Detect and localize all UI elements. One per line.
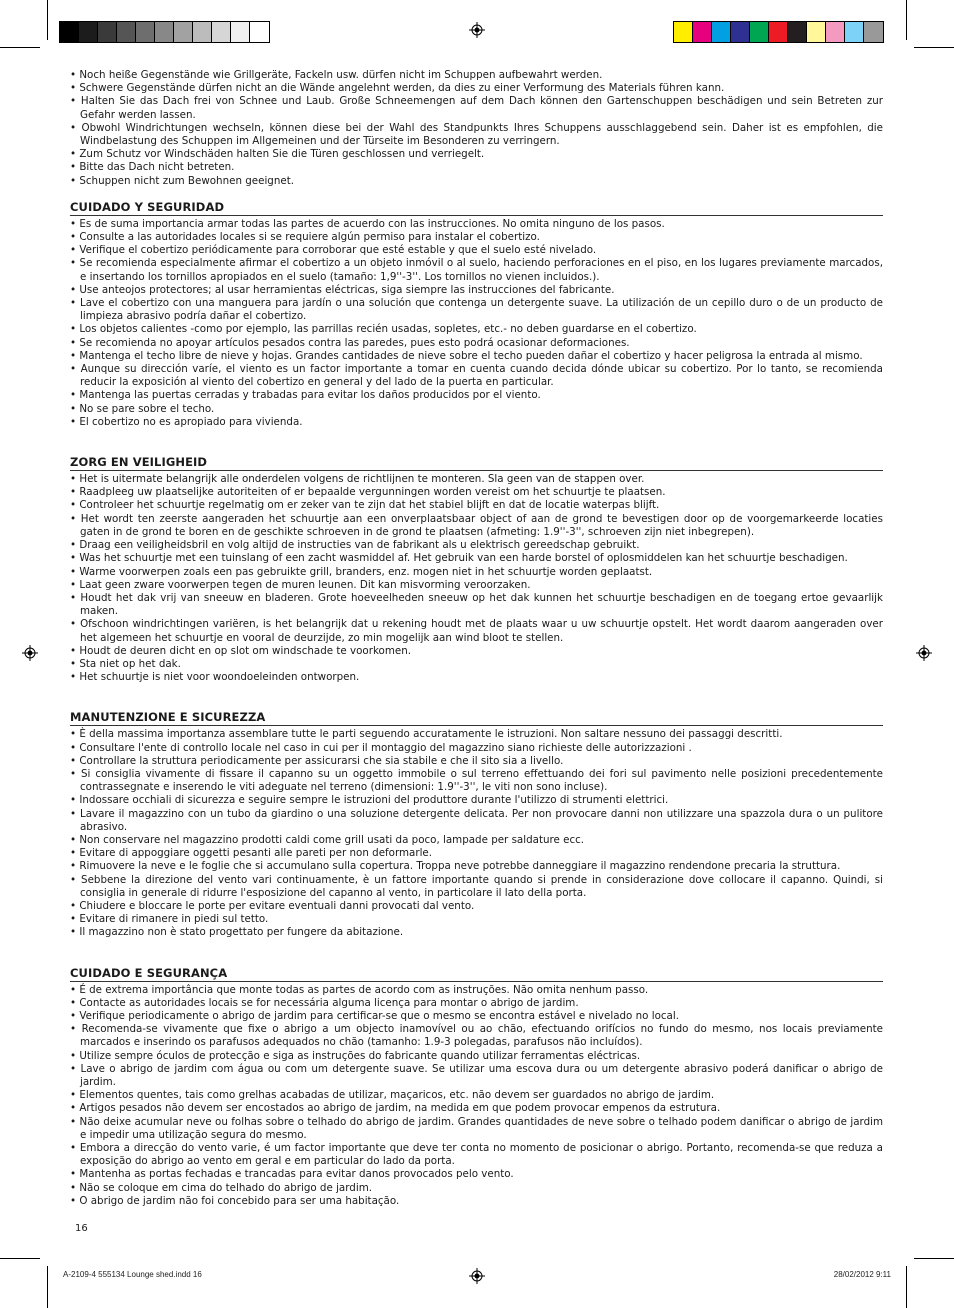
list-item: • Il magazzino non è stato progettato per fungere da abitazione. — [70, 926, 883, 939]
list-item: • Schwere Gegenstände dürfen nicht an die Wände angelehnt werden, da dies zu einer Verformung des Materials führen kann. — [70, 82, 883, 95]
list-item: • Zum Schutz vor Windschäden halten Sie die Türen geschlossen und verriegelt. — [70, 148, 883, 161]
crop-mark — [914, 47, 954, 48]
registration-mark-icon — [22, 645, 38, 661]
crop-mark — [906, 0, 907, 40]
list-item: • Het wordt ten zeerste aangeraden het schuurtje aan een onverplaatsbaar object of aan de grond te bevestigen door op de voorgemarkeerde locaties gaten in de grond te boren en de geschikte schroeven in de grond te plaatsen (afmeting: 1.9''-3'', schroeven zijn niet inbegrepen). — [70, 513, 883, 539]
section-list — [70, 218, 883, 429]
color-swatch — [136, 22, 155, 42]
list-item: • Evitare di appoggiare oggetti pesanti alle pareti per non deformarle. — [70, 847, 883, 860]
section-heading: MANUTENZIONE E SICUREZZA — [70, 710, 883, 726]
color-swatch — [117, 22, 136, 42]
section — [70, 200, 883, 429]
list-item: • Los objetos calientes -como por ejemplo, las parrillas recién usadas, sopletes, etc.- no deben guardarse en el cobertizo. — [70, 323, 883, 336]
crop-mark — [47, 1266, 48, 1308]
section — [70, 710, 883, 939]
list-item: • Mantenha as portas fechadas e trancadas para evitar danos provocados pelo vento. — [70, 1168, 883, 1181]
page-number: 16 — [75, 1223, 88, 1234]
crop-mark — [906, 1266, 907, 1308]
crop-mark — [47, 0, 48, 40]
list-item: • Verifique el cobertizo periódicamente para corroborar que esté estable y que el suelo esté nivelado. — [70, 244, 883, 257]
list-item: • Es de suma importancia armar todas las partes de acuerdo con las instrucciones. No omita ninguno de los pasos. — [70, 218, 883, 231]
color-swatch-bar — [673, 21, 884, 43]
color-swatch — [769, 22, 788, 42]
section-list — [70, 984, 883, 1208]
list-item: • O abrigo de jardim não foi concebido para ser uma habitação. — [70, 1195, 883, 1208]
section-heading: CUIDADO E SEGURANÇA — [70, 966, 883, 982]
color-swatch — [155, 22, 174, 42]
list-item: • Verifique periodicamente o abrigo de jardim para certificar-se que o mesmo se encontra estável e nivelado no local. — [70, 1010, 883, 1023]
intro-list — [70, 69, 883, 188]
list-item: • Controleer het schuurtje regelmatig om er zeker van te zijn dat het stabiel blijft en dat de locatie waterpas blijft. — [70, 499, 883, 512]
list-item: • Noch heiße Gegenstände wie Grillgeräte, Fackeln usw. dürfen nicht im Schuppen aufbewahrt werden. — [70, 69, 883, 82]
list-item: • Sebbene la direzione del vento vari continuamente, è un fattore importante quando si prende in considerazione dove collocare il capanno. Quindi, si consiglia in generale di ridurre l'esposizione del capanno al vento, in particolare il lato della porta. — [70, 874, 883, 900]
section-heading: CUIDADO Y SEGURIDAD — [70, 200, 883, 216]
list-item: • È della massima importanza assemblare tutte le parti seguendo accuratamente le istruzioni. Non saltare nessuno dei passaggi descritti. — [70, 728, 883, 741]
list-item: • Controllare la struttura periodicamente per assicurarsi che sia stabile e che il sito sia a livello. — [70, 755, 883, 768]
list-item: • Het is uitermate belangrijk alle onderdelen volgens de richtlijnen te monteren. Sla geen van de stappen over. — [70, 473, 883, 486]
color-swatch — [60, 22, 79, 42]
color-swatch — [79, 22, 98, 42]
list-item: • Lave el cobertizo con una manguera para jardín o una solución que contenga un detergente suave. La utilización de un cepillo duro o de un producto de limpieza abrasivo podría dañar el cobertizo. — [70, 297, 883, 323]
list-item: • Bitte das Dach nicht betreten. — [70, 161, 883, 174]
color-swatch — [788, 22, 807, 42]
list-item: • Consulte a las autoridades locales si se requiere algún permiso para instalar el cobertizo. — [70, 231, 883, 244]
list-item: • No se pare sobre el techo. — [70, 403, 883, 416]
color-swatch — [98, 22, 117, 42]
list-item: • Indossare occhiali di sicurezza e seguire sempre le istruzioni del produttore durante l'utilizzo di strumenti elettrici. — [70, 794, 883, 807]
crop-mark — [0, 1258, 40, 1259]
sections-container — [70, 188, 883, 1208]
list-item: • Evitare di rimanere in piedi sul tetto. — [70, 913, 883, 926]
color-swatch — [674, 22, 693, 42]
list-item: • Laat geen zware voorwerpen tegen de muren leunen. Dit kan misvorming veroorzaken. — [70, 579, 883, 592]
color-swatch — [212, 22, 231, 42]
list-item: • Obwohl Windrichtungen wechseln, können diese bei der Wahl des Standpunkts Ihres Schuppens ausschlaggebend sein. Daher ist es empfohlen, die Windbelastung des Schuppen im Allgemeinen und der Türseite im Besonderen zu verringern. — [70, 122, 883, 148]
list-item: • Het schuurtje is niet voor woondoeleinden ontworpen. — [70, 671, 883, 684]
section-heading: ZORG EN VEILIGHEID — [70, 455, 883, 471]
list-item: • Recomenda-se vivamente que fixe o abrigo a um objecto inamovível ou ao chão, efectuando orifícios no fundo do mesmo, nos locais previamente marcados e inserindo os parafusos adequados no chão (tamanho: 1.9-3 polegadas, parafusos não incluídos). — [70, 1023, 883, 1049]
date-slug: 28/02/2012 9:11 — [833, 1270, 891, 1279]
list-item: • Embora a direcção do vento varie, é um factor importante que deve ter conta no momento de posicionar o abrigo. Portanto, recomenda-se que reduza a exposição do abrigo ao vento em geral e em particular do lado da porta. — [70, 1142, 883, 1168]
section — [70, 455, 883, 684]
color-swatch — [193, 22, 212, 42]
document-body — [70, 69, 883, 1208]
list-item: • El cobertizo no es apropiado para vivienda. — [70, 416, 883, 429]
list-item: • Use anteojos protectores; al usar herramientas eléctricas, siga siempre las instrucciones del fabricante. — [70, 284, 883, 297]
color-swatch — [864, 22, 883, 42]
color-swatch — [174, 22, 193, 42]
registration-mark-icon — [916, 645, 932, 661]
list-item: • Utilize sempre óculos de protecção e siga as instruções do fabricante quando utilizar ferramentas eléctricas. — [70, 1050, 883, 1063]
list-item: • Não deixe acumular neve ou folhas sobre o telhado do abrigo de jardim. Grandes quantidades de neve sobre o telhado podem danificar o abrigo de jardim e impedir uma utilização segura do mesmo. — [70, 1116, 883, 1142]
list-item: • Raadpleeg uw plaatselijke autoriteiten of er bepaalde vergunningen worden vereist om het schuurtje te plaatsen. — [70, 486, 883, 499]
list-item: • Chiudere e bloccare le porte per evitare eventuali danni provocati dal vento. — [70, 900, 883, 913]
list-item: • Houdt het dak vrij van sneeuw en bladeren. Grote hoeveelheden sneeuw op het dak kunnen het schuurtje beschadigen en de toegang ertoe gevaarlijk maken. — [70, 592, 883, 618]
color-swatch — [250, 22, 269, 42]
section — [70, 966, 883, 1208]
list-item: • Schuppen nicht zum Bewohnen geeignet. — [70, 175, 883, 188]
list-item: • Se recomienda no apoyar artículos pesados contra las paredes, pues esto podrá ocasionar deformaciones. — [70, 337, 883, 350]
gray-swatch-bar — [59, 21, 270, 43]
list-item: • Lavare il magazzino con un tubo da giardino o una soluzione detergente delicata. Per non provocare danni non utilizzare una spazzola dura o un pulitore abrasivo. — [70, 808, 883, 834]
file-slug: A-2109-4 555134 Lounge shed.indd 16 — [63, 1270, 202, 1279]
list-item: • É de extrema importância que monte todas as partes de acordo com as instruções. Não omita nenhum passo. — [70, 984, 883, 997]
list-item: • Não se coloque em cima do telhado do abrigo de jardim. — [70, 1182, 883, 1195]
crop-mark — [914, 1258, 954, 1259]
color-swatch — [712, 22, 731, 42]
list-item: • Non conservare nel magazzino prodotti caldi come grill usati da poco, lampade per saldature ecc. — [70, 834, 883, 847]
list-item: • Ofschoon windrichtingen variëren, is het belangrijk dat u rekening houdt met de plaats waar u uw schuurtje opstelt. Het wordt daarom aangeraden over het algemeen het schuurtje en vooral de deurzijde, zo min mogelijk aan wind bloot te stellen. — [70, 618, 883, 644]
list-item: • Sta niet op het dak. — [70, 658, 883, 671]
crop-mark — [0, 47, 40, 48]
list-item: • Mantenga el techo libre de nieve y hojas. Grandes cantidades de nieve sobre el techo pueden dañar el cobertizo y hacer peligrosa la entrada al mismo. — [70, 350, 883, 363]
color-swatch — [731, 22, 750, 42]
list-item: • Aunque su dirección varíe, el viento es un factor importante a tomar en cuenta cuando decida dónde ubicar su cobertizo. Por lo tanto, se recomienda reducir la exposición al viento del cobertizo en general y del lado de la puerta en particular. — [70, 363, 883, 389]
color-swatch — [693, 22, 712, 42]
color-swatch — [807, 22, 826, 42]
list-item: • Draag een veiligheidsbril en volg altijd de instructies van de fabrikant als u elektrisch gereedschap gebruikt. — [70, 539, 883, 552]
registration-mark-icon — [469, 1268, 485, 1284]
color-swatch — [826, 22, 845, 42]
list-item: • Warme voorwerpen zoals een pas gebruikte grill, branders, enz. mogen niet in het schuurtje worden geplaatst. — [70, 566, 883, 579]
list-item: • Artigos pesados não devem ser encostados ao abrigo de jardim, na medida em que podem provocar empenos da estrutura. — [70, 1102, 883, 1115]
list-item: • Elementos quentes, tais como grelhas acabadas de utilizar, maçaricos, etc. não devem ser guardados no abrigo de jardim. — [70, 1089, 883, 1102]
list-item: • Si consiglia vivamente di fissare il capanno su un oggetto immobile o sul terreno effettuando dei fori sul pavimento nelle posizioni precedentemente contrassegnate e inserendo le viti adeguate nel terreno (dimensioni: 1.9''-3'', le viti non sono incluse). — [70, 768, 883, 794]
registration-mark-icon — [469, 22, 485, 38]
list-item: • Contacte as autoridades locais se for necessária alguma licença para montar o abrigo de jardim. — [70, 997, 883, 1010]
list-item: • Se recomienda especialmente afirmar el cobertizo a un objeto inmóvil o al suelo, haciendo perforaciones en el piso, en los lugares previamente marcados, e insertando los tornillos apropiados en el suelo (tamaño: 1,9''-3''. Los tornillos no vienen incluidos.). — [70, 257, 883, 283]
color-swatch — [845, 22, 864, 42]
list-item: • Lave o abrigo de jardim com água ou com um detergente suave. Se utilizar uma escova dura ou um detergente abrasivo poderá danificar o abrigo de jardim. — [70, 1063, 883, 1089]
list-item: • Was het schuurtje met een tuinslang of een zacht wasmiddel af. Het gebruik van een harde borstel of oplosmiddelen kan het schuurtje beschadigen. — [70, 552, 883, 565]
color-swatch — [231, 22, 250, 42]
list-item: • Rimuovere la neve e le foglie che si accumulano sulla copertura. Troppa neve potrebbe danneggiare il magazzino rendendone precaria la struttura. — [70, 860, 883, 873]
list-item: • Houdt de deuren dicht en op slot om windschade te voorkomen. — [70, 645, 883, 658]
list-item: • Halten Sie das Dach frei von Schnee und Laub. Große Schneemengen auf dem Dach können den Gartenschuppen beschädigen und sein Betreten zur Gefahr werden lassen. — [70, 95, 883, 121]
list-item: • Consultare l'ente di controllo locale nel caso in cui per il montaggio del magazzino siano richieste delle autorizzazioni . — [70, 742, 883, 755]
list-item: • Mantenga las puertas cerradas y trabadas para evitar los daños producidos por el viento. — [70, 389, 883, 402]
color-swatch — [750, 22, 769, 42]
section-list — [70, 728, 883, 939]
section-list — [70, 473, 883, 684]
